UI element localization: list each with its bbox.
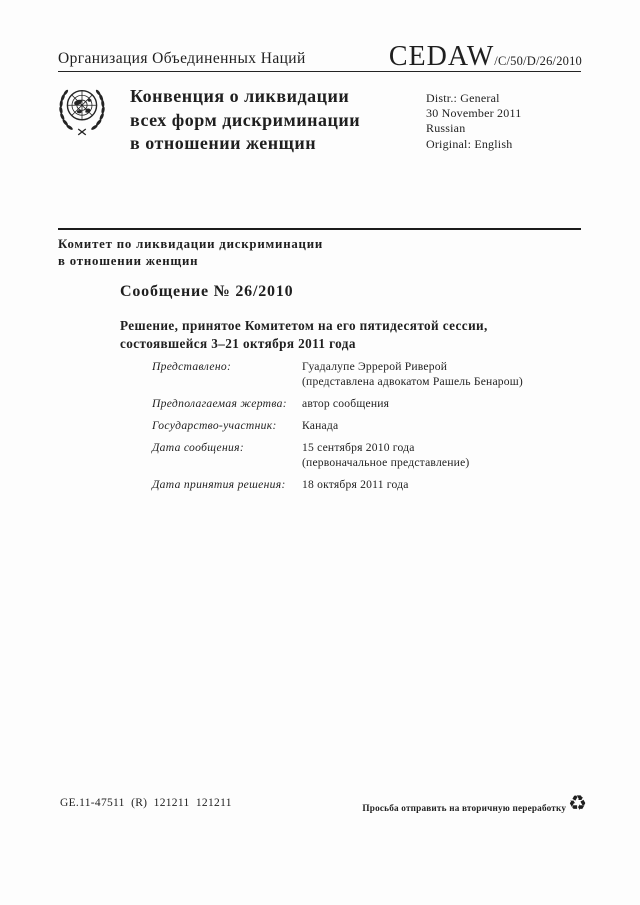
detail-label: Представлено: xyxy=(152,360,232,373)
recycle-note-text: Просьба отправить на вторичную переработку xyxy=(362,802,567,813)
document-symbol-main: CEDAW xyxy=(388,41,495,72)
detail-label: Дата принятия решения: xyxy=(152,478,286,491)
detail-value-line2: (представлена адвокатом Рашель Бенарош) xyxy=(302,375,523,388)
detail-value xyxy=(302,418,552,433)
convention-title xyxy=(130,85,360,156)
detail-value-line1: 15 сентября 2010 года xyxy=(302,441,415,454)
document-symbol xyxy=(389,41,582,73)
convention-title-line1: Конвенция о ликвидации xyxy=(130,86,350,106)
un-org-name: Организация Объединенных Наций xyxy=(58,50,306,67)
document-symbol-suffix: /C/50/D/26/2010 xyxy=(494,54,582,68)
committee-heading-line2: в отношении женщин xyxy=(58,254,199,268)
decision-heading xyxy=(120,317,520,352)
detail-label: Предполагаемая жертва: xyxy=(152,397,287,410)
detail-value xyxy=(302,396,552,411)
detail-value-line1: 18 октября 2011 года xyxy=(302,478,409,491)
communication-number-heading: Сообщение № 26/2010 xyxy=(120,283,294,300)
document-reference: GE.11-47511 (R) 121211 121211 xyxy=(60,797,232,809)
decision-heading-line1: Решение, принятое Комитетом на его пятидесятой сессии, xyxy=(120,318,488,333)
detail-row-submitted-by xyxy=(152,359,552,389)
decision-heading-line2: состоявшейся 3–21 октября 2011 года xyxy=(120,335,356,351)
case-details-table xyxy=(152,359,552,499)
distribution-block xyxy=(426,91,521,152)
un-emblem-icon xyxy=(55,81,109,137)
committee-heading xyxy=(58,236,323,270)
recycle-note xyxy=(362,793,587,814)
detail-value xyxy=(302,440,552,470)
committee-heading-line1: Комитет по ликвидации дискриминации xyxy=(58,237,324,251)
convention-title-line2: всех форм дискриминации xyxy=(130,109,361,130)
detail-label: Дата сообщения: xyxy=(152,441,244,454)
distr-line: Distr.: General xyxy=(426,91,500,105)
convention-title-line3: в отношении женщин xyxy=(130,133,317,153)
distr-date-line: 30 November 2011 xyxy=(426,106,522,121)
detail-row-date-of-decision xyxy=(152,477,552,492)
section-divider xyxy=(58,228,581,230)
recycle-icon: ♻ xyxy=(568,791,587,815)
detail-value xyxy=(302,477,552,492)
distr-language-line: Russian xyxy=(426,121,466,136)
detail-row-date-of-communication xyxy=(152,440,552,470)
detail-value xyxy=(302,359,552,389)
header-divider xyxy=(58,71,581,72)
detail-value-line1: автор сообщения xyxy=(302,397,390,410)
detail-value-line2: (первоначальное представление) xyxy=(302,456,470,469)
detail-row-state-party xyxy=(152,418,552,433)
detail-value-line1: Канада xyxy=(302,419,339,432)
detail-value-line1: Гуадалупе Эррерой Риверой xyxy=(302,360,448,373)
distr-original-line: Original: English xyxy=(426,136,513,151)
detail-row-alleged-victim xyxy=(152,396,552,411)
detail-label: Государство-участник: xyxy=(152,419,277,432)
